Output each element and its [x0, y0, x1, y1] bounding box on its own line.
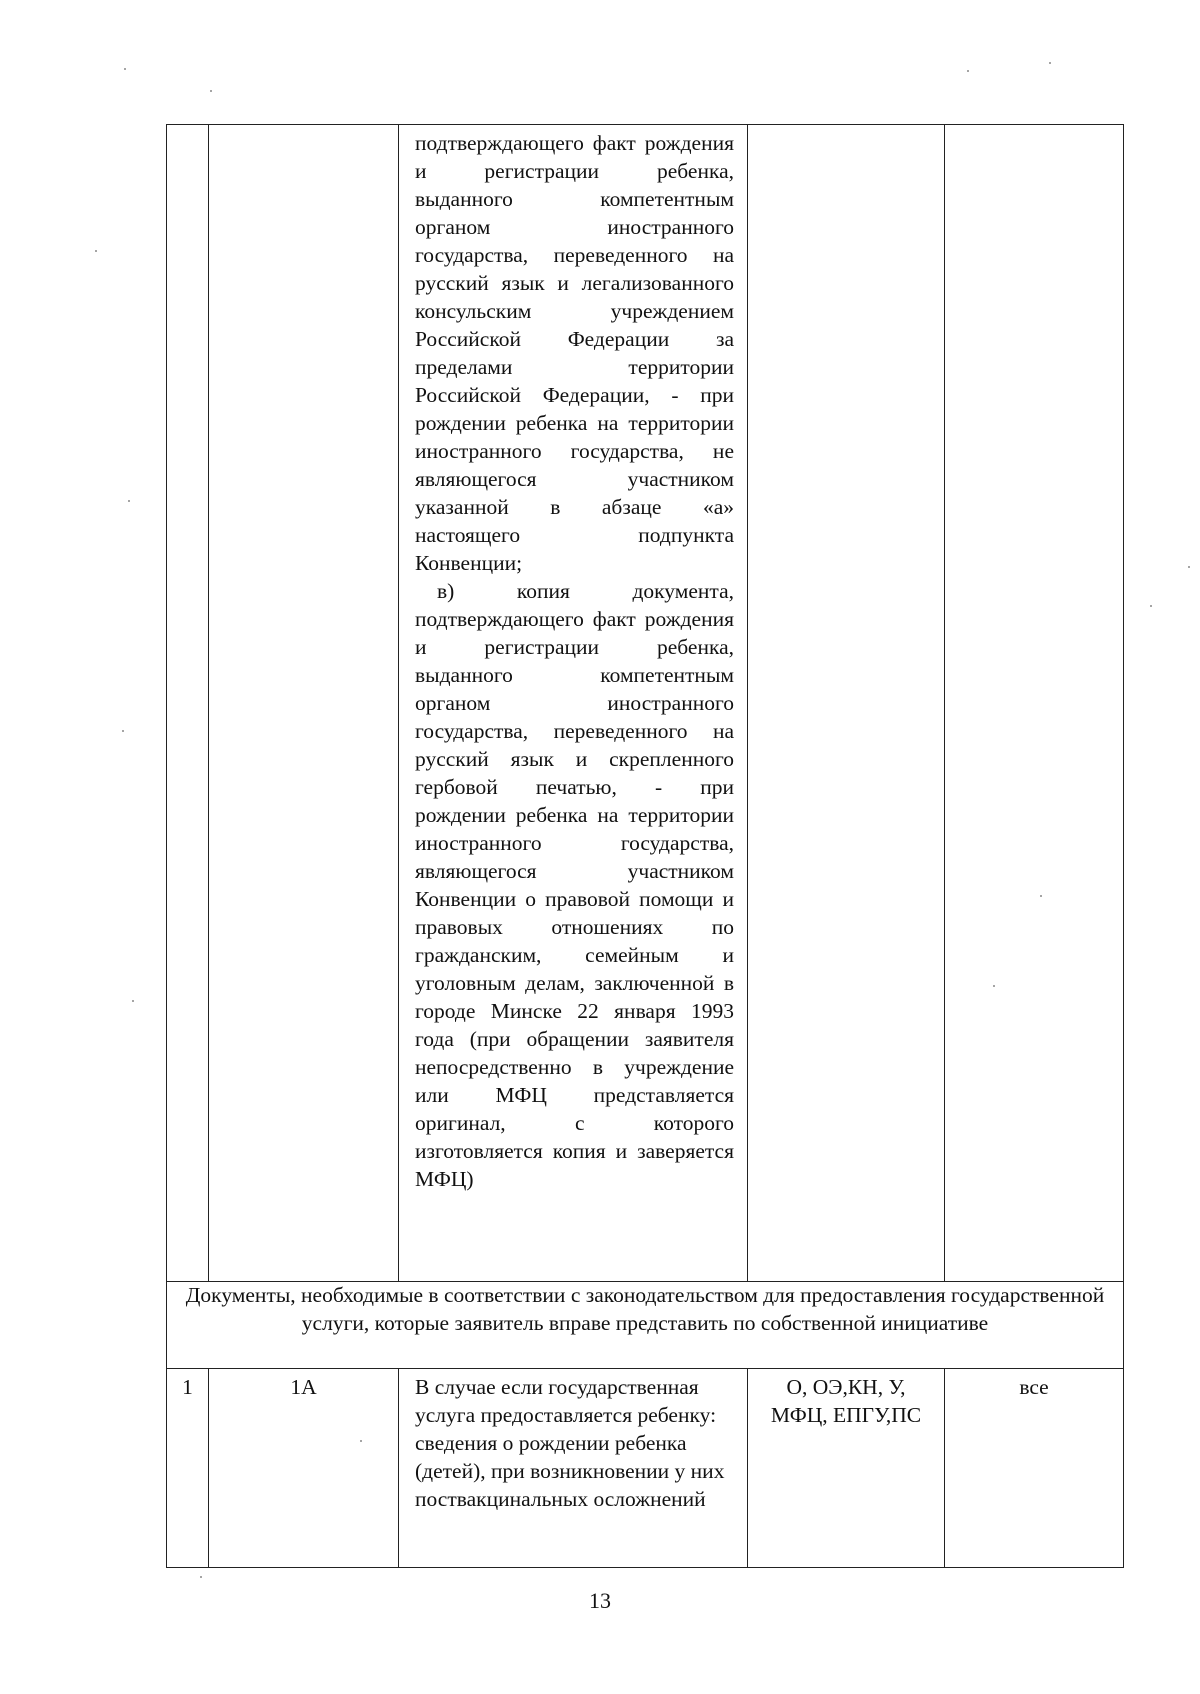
- scan-speck: [210, 90, 212, 92]
- section-header: Документы, необходимые в соответствии с законодательством для предоставления государственной услуги, которые заявитель вправе представить по собственной инициативе: [167, 1282, 1124, 1369]
- documents-table: [166, 124, 1124, 1568]
- scan-speck: [124, 68, 126, 70]
- row-number: 1: [167, 1369, 209, 1568]
- paragraph-birth-certificate-foreign: подтверждающего факт рождения и регистрации ребенка, выданного компетентным органом иностранного государства, переведенного на русский язык и легализованного консульским учреждением Российской Федерации за пределами территории Российской Федерации, - при рождении ребенка на территории иностранного государства, не являющегося участником указанной в абзаце «а» настоящего подпункта Конвенции;: [415, 131, 734, 575]
- scan-speck: [1049, 62, 1051, 64]
- paragraph-item-v: в) копия документа, подтверждающего факт рождения и регистрации ребенка, выданного компетентным органом иностранного государства, переведенного на русский язык и скрепленного гербовой печатью, - при рождении ребенка на территории иностранного государства, являющегося участником Конвенции о правовой помощи и правовых отношениях по гражданским, семейным и уголовным делам, заключенной в городе Минске 22 января 1993 года (при обращении заявителя непосредственно в учреждение или МФЦ представляется оригинал, с которого изготовляется копия и заверяется МФЦ): [415, 579, 734, 1191]
- scan-speck: [122, 730, 124, 732]
- scan-speck: [200, 1576, 202, 1578]
- row-description-line: сведения о рождении ребенка (детей), при возникновении у них поствакцинальных осложнений: [415, 1431, 725, 1511]
- scan-speck: [128, 500, 130, 502]
- scan-speck: [1188, 566, 1190, 568]
- row-description-line: В случае если государственная услуга предоставляется ребенку:: [415, 1375, 717, 1427]
- cell-number-empty: [167, 125, 209, 1282]
- section-header-row: [167, 1282, 1124, 1369]
- row-submission-line: О, ОЭ,КН, У,: [786, 1375, 906, 1399]
- scan-speck: [132, 1000, 134, 1002]
- cell-code-empty: [209, 125, 399, 1282]
- scan-speck: [95, 250, 97, 252]
- row-description: [399, 1369, 748, 1568]
- row-applies-to: все: [945, 1369, 1124, 1568]
- scan-speck: [967, 70, 969, 72]
- cell-applies-empty: [945, 125, 1124, 1282]
- scan-speck: [1150, 605, 1152, 607]
- table-row-continuation: [167, 125, 1124, 1282]
- table-row: [167, 1369, 1124, 1568]
- row-submission-channels: [748, 1369, 945, 1568]
- cell-document-description: [399, 125, 748, 1282]
- row-submission-line: МФЦ, ЕПГУ,ПС: [770, 1403, 922, 1427]
- row-code: 1А: [209, 1369, 399, 1568]
- page-number: 13: [589, 1588, 611, 1613]
- cell-who-empty: [748, 125, 945, 1282]
